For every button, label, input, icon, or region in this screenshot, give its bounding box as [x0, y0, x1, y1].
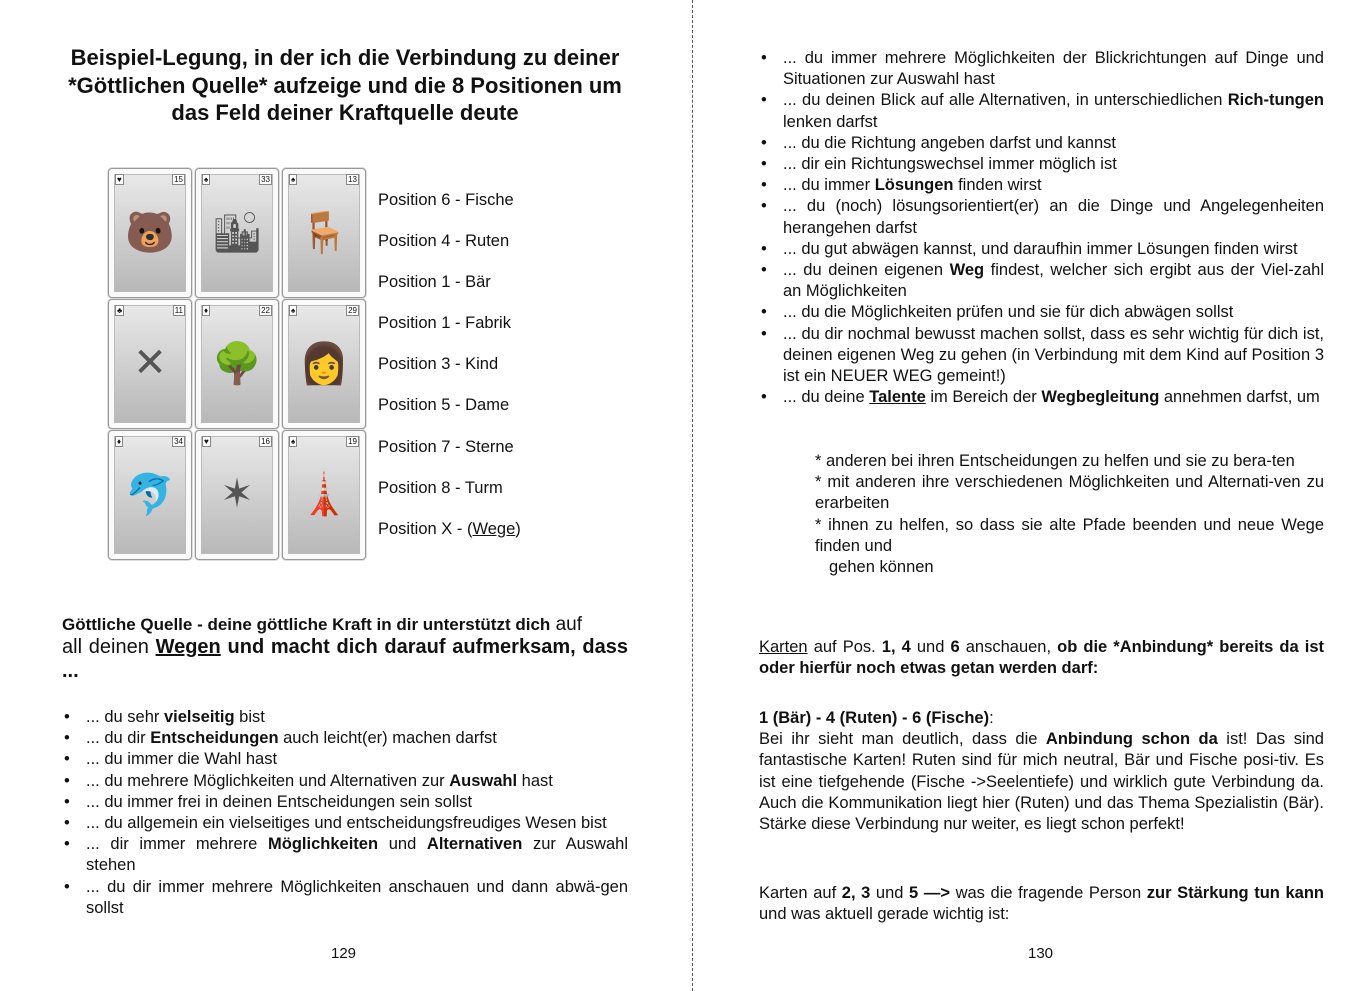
bullet-text: Alternativen [426, 835, 523, 854]
para3-b: 2, 3 [841, 884, 871, 902]
bullet-text: ... du immer mehrere Möglichkeiten der Blickrichtungen auf Dinge und Situationen zur Auswahl hast [783, 49, 1324, 89]
card-suit: ♥ [117, 175, 122, 184]
position-x-suffix: ) [515, 519, 521, 538]
para1-f: ob die *Anbindung* bereits da ist oder hierfür noch etwas getan werden darf: [759, 638, 1324, 678]
fish-card-icon: 🐬 [125, 473, 175, 517]
bullet-item [759, 302, 1324, 323]
bullet-text: ... du allgemein ein vielseitiges und entscheidungsfreudiges Wesen bist [86, 814, 607, 833]
bullet-text: im Bereich der [925, 388, 1042, 407]
bullet-text: ... du (noch) lösungsorientiert(er) an die Dinge und Angelegenheiten herangehen darfst [783, 197, 1324, 237]
lenormand-card [282, 299, 366, 429]
bullet-text: ... du immer die Wahl hast [86, 750, 278, 769]
bullet-item [62, 877, 628, 919]
para2-c: ist! Das sind fantastische Karten! Ruten sind für mich neutral, Bär und Fische posi-tiv. Es ist eine tiefgehende (Fische ->Seelentiefe) und wirklich gute Verbindung da. Auch die Kommunikation liegt hier (Ruten) und das Thema Spezialistin (Bär). Stärke diese Verbindung nur weiter, es liegt schon perfekt! [759, 730, 1324, 834]
card-number: 29 [348, 306, 357, 315]
right-bullet-list [759, 48, 1324, 408]
bullet-item [62, 834, 628, 876]
intro-plain: auf [550, 614, 583, 635]
lenormand-card [195, 168, 279, 298]
sub-item-list [759, 451, 1324, 578]
lenormand-card [108, 299, 192, 429]
card-suit: ♦ [117, 437, 122, 446]
lady-card-icon: 👩 [299, 342, 349, 386]
bullet-text: ... du deinen Blick auf alle Alternativen, in unterschiedlichen [783, 91, 1228, 110]
bullet-text: ... du dir nochmal bewusst machen sollst, dass es sehr wichtig für dich ist, deinen eigenen Weg zu gehen (in Verbindung mit dem Kind auf Position 3 ist ein NEUER WEG gemeint!) [783, 324, 1324, 386]
bullet-text: Lösungen [874, 176, 954, 195]
para3-f: zur Stärkung tun kann [1146, 884, 1324, 902]
bullet-text: auch leicht(er) machen darfst [278, 729, 497, 748]
card-suit: ♠ [291, 175, 296, 184]
bullet-text: finden wirst [953, 176, 1042, 195]
bullet-text: ... du die Richtung angeben darfst und kannst [783, 133, 1116, 152]
bear-card-icon: 🐻 [125, 211, 175, 255]
bullet-text: hast [517, 771, 553, 790]
bullet-text: ... du gut abwägen kannst, und daraufhin immer Lösungen finden wirst [783, 239, 1298, 258]
para3-d: 5 —> [909, 884, 950, 902]
sub-item-tail: gehen können [829, 558, 934, 577]
bullet-text: bist [234, 708, 265, 726]
para3-e: was die fragende Person [949, 884, 1147, 902]
para1-d: 6 [950, 638, 960, 656]
positions-list [378, 189, 521, 559]
bullet-text: ... du immer [783, 176, 875, 195]
para1-underlined: Karten [759, 638, 808, 656]
bullet-text: Entscheidungen [150, 729, 279, 748]
right-page [695, 0, 1370, 991]
intro2-word: Wegen [155, 636, 221, 659]
position-item: Position 4 - Ruten [378, 232, 510, 251]
city-card-icon: 🏙 [211, 211, 263, 255]
bullet-text: Talente [869, 388, 926, 407]
lenormand-card [282, 168, 366, 298]
bullet-text: annehmen darfst, um [1159, 388, 1320, 407]
bullet-text: ... du deinen eigenen [783, 261, 950, 280]
bullet-item [759, 133, 1324, 154]
card-suit: ♠ [291, 306, 296, 315]
position-item: Position 6 - Fische [378, 191, 514, 209]
bullet-text: findest, welcher sich ergibt aus der Viel-zahl an Möglichkeiten [783, 261, 1324, 301]
bullet-text: vielseitig [163, 708, 235, 726]
para1-b: 1, 4 [881, 638, 911, 656]
bullet-item [759, 48, 1324, 90]
bullet-item [62, 728, 628, 749]
bullet-item [62, 792, 628, 813]
card-suit: ♠ [204, 175, 209, 184]
bullet-text: ... du die Möglichkeiten prüfen und sie für dich abwägen sollst [783, 303, 1234, 322]
card-number: 22 [261, 306, 270, 315]
card-number: 15 [174, 175, 183, 184]
position-item: Position 1 - Fabrik [378, 314, 511, 333]
intro-bold: Göttliche Quelle - deine göttliche Kraft in dir unterstützt dich [62, 615, 551, 634]
card-suit: ♦ [204, 306, 209, 315]
card-number: 34 [174, 437, 183, 446]
bullet-item [759, 90, 1324, 132]
bullet-item [759, 239, 1324, 260]
lenormand-card [282, 430, 366, 560]
card-number: 13 [348, 175, 357, 184]
bullet-item [759, 196, 1324, 238]
bullet-text: ... dir immer mehrere [86, 835, 269, 854]
card-number: 19 [348, 437, 357, 446]
para1-c: und [910, 638, 951, 656]
lenormand-card [195, 430, 279, 560]
position-item: Position 7 - Sterne [378, 437, 514, 456]
paragraph-baer-ruten-fische [759, 708, 1324, 835]
card-number: 16 [261, 437, 270, 446]
bullet-item [759, 154, 1324, 175]
page-number: 130 [1028, 945, 1054, 962]
bullet-text: Weg [949, 261, 985, 280]
paragraph-anbindung [759, 637, 1324, 679]
bullet-item [62, 707, 628, 728]
bullet-item [759, 260, 1324, 302]
para1-e: anschauen, [959, 638, 1058, 656]
card-suit: ♠ [291, 437, 296, 446]
card-layout [108, 168, 366, 562]
page-title: Beispiel-Legung, in der ich die Verbindung zu deiner *Göttlichen Quelle* aufzeige und die 8 Positionen um das Feld deiner Kraftquelle deute [68, 45, 622, 125]
left-bullet-list [62, 707, 628, 919]
bullet-item [62, 813, 628, 834]
para2-a: Bei ihr sieht man deutlich, dass die [759, 730, 1046, 749]
stars-card-icon: ✶ [220, 472, 254, 516]
position-item: Position 3 - Kind [378, 355, 499, 374]
para2-b: Anbindung schon da [1045, 730, 1218, 749]
bullet-text: und [378, 835, 427, 854]
bullet-text: Wegbegleitung [1041, 388, 1160, 407]
para3-g: und was aktuell gerade wichtig ist: [759, 905, 1010, 924]
card-suit: ♥ [204, 437, 209, 446]
bullet-item [62, 749, 628, 770]
crossroads-card-icon: 🌳 [212, 342, 262, 386]
para2-colon: : [989, 709, 994, 727]
position-item: Position 5 - Dame [378, 396, 510, 415]
position-x-prefix: Position X - ( [378, 519, 473, 538]
lenormand-card [108, 430, 192, 560]
bullet-text: ... du dir immer mehrere Möglichkeiten anschauen und dann abwä-gen sollst [86, 877, 628, 917]
sub-item: * anderen bei ihren Entscheidungen zu helfen und sie zu bera-ten [815, 452, 1295, 470]
page-number: 129 [331, 945, 357, 962]
bullet-text: Rich-tungen [1227, 91, 1324, 110]
para2-heading: 1 (Bär) - 4 (Ruten) - 6 (Fische) [759, 709, 990, 727]
bullet-item [759, 175, 1324, 196]
bullet-text: zur Auswahl stehen [86, 835, 628, 875]
bullet-text: Möglichkeiten [268, 835, 379, 854]
bullet-text: Auswahl [449, 771, 518, 790]
intro2-rest: und macht dich darauf aufmerksam, dass ... [62, 636, 628, 683]
bullet-item [759, 324, 1324, 388]
tower-card-icon: 🗼 [299, 473, 349, 517]
position-item: Position 1 - Bär [378, 273, 491, 292]
paragraph-staerkung [759, 883, 1324, 925]
position-x-word: Wege [472, 519, 516, 538]
lenormand-card [195, 299, 279, 429]
whips-card-icon: ✕ [133, 341, 167, 385]
para1-a: auf Pos. [807, 638, 882, 656]
sub-item: * mit anderen ihre verschiedenen Möglichkeiten und Alternati-ven zu erarbeiten [815, 473, 1324, 513]
bullet-item [62, 771, 628, 792]
intro2-plain: all deinen [62, 636, 156, 659]
bullet-item [759, 387, 1324, 408]
sub-item: * ihnen zu helfen, so dass sie alte Pfade beenden und neue Wege finden und [815, 515, 1324, 555]
card-suit: ♣ [117, 306, 123, 315]
bullet-text: ... du deine [783, 388, 870, 407]
para3-c: und [870, 884, 910, 902]
lenormand-card [108, 168, 192, 298]
position-item: Position 8 - Turm [378, 478, 503, 497]
bullet-text: ... du mehrere Möglichkeiten und Alternativen zur [86, 771, 450, 790]
bullet-text: ... du dir [86, 729, 151, 748]
card-number: 33 [261, 175, 270, 184]
bullet-text: ... du sehr [86, 708, 164, 726]
bullet-text: ... du immer frei in deinen Entscheidungen sein sollst [86, 792, 473, 811]
intro-text [62, 614, 628, 683]
card-number: 11 [174, 306, 183, 315]
para3-a: Karten auf [759, 884, 842, 902]
position-item-x [378, 518, 521, 559]
bullet-text: ... dir ein Richtungswechsel immer möglich ist [783, 155, 1117, 174]
child-card-icon: 🪑 [299, 211, 349, 255]
bullet-text: lenken darfst [783, 112, 878, 131]
